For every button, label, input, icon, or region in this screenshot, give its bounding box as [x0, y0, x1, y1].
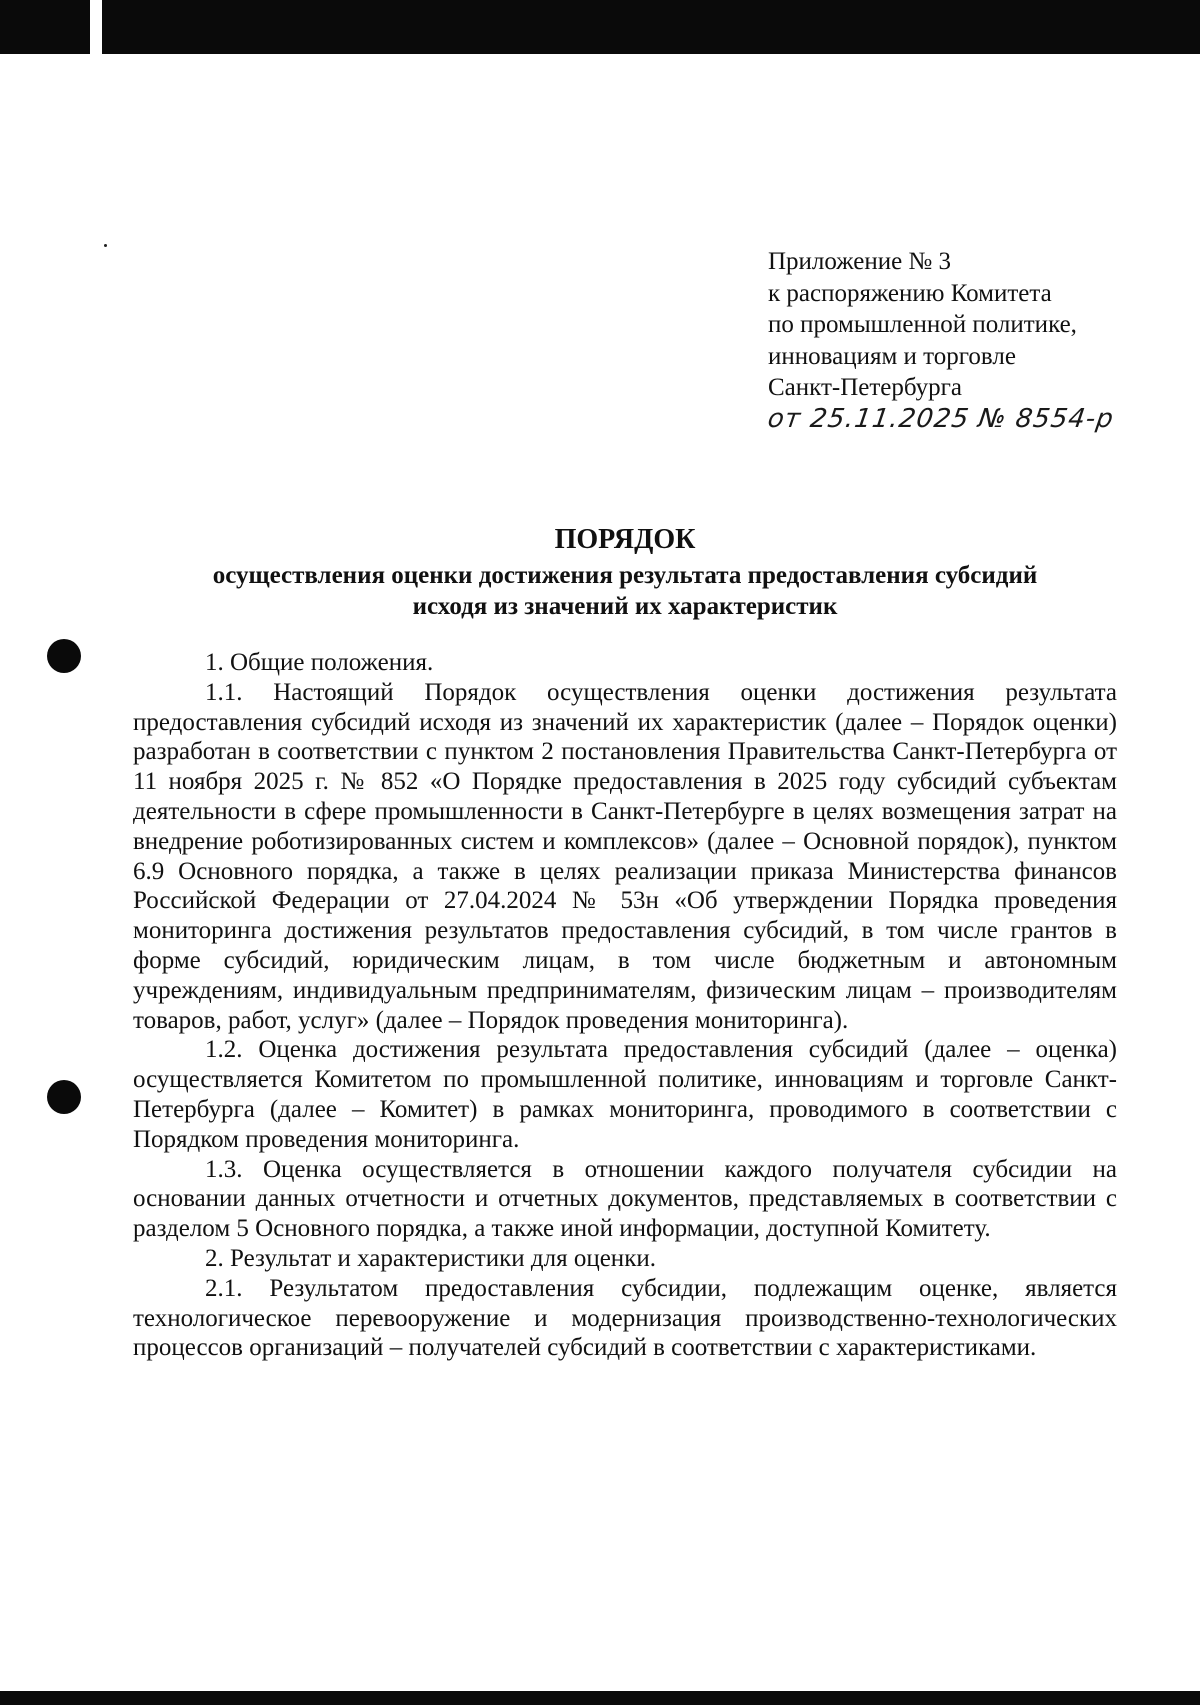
scan-top-border: [0, 0, 1200, 54]
scan-speck: [104, 244, 107, 247]
handwritten-date-number: от 25.11.2025 № 8554-р: [765, 403, 1116, 434]
appendix-block: [765, 246, 1168, 434]
paragraph-1-1: 1.1. Настоящий Порядок осуществления оценки достижения результата предоставления субсидий исходя из значений их характеристик (далее – Порядок оценки) разработан в соответствии с пунктом 2 постановления Правительства Санкт-Петербурга от 11 ноября 2025 г. № 852 «О Порядке предоставления в 2025 году субсидий субъектам деятельности в сфере промышленности в Санкт-Петербурге в целях возмещения затрат на внедрение роботизированных систем и комплексов» (далее – Основной порядок), пунктом 6.9 Основного порядка, а также в целях реализации приказа Министерства финансов Российской Федерации от 27.04.2024 № 53н «Об утверждении Порядка проведения мониторинга достижения результатов предоставления субсидий, в том числе грантов в форме субсидий, юридическим лицам, в том числе бюджетным и автономным учреждениям, индивидуальным предпринимателям, физическим лицам – производителям товаров, работ, услуг» (далее – Порядок проведения мониторинга).: [133, 678, 1117, 1034]
scan-bottom-border: [0, 1691, 1200, 1705]
subtitle-line: исходя из значений их характеристик: [412, 593, 838, 620]
document-subtitle: [130, 560, 1120, 622]
punch-hole-bottom: [47, 1080, 81, 1114]
subtitle-line: осуществления оценки достижения результата предоставления субсидий: [212, 562, 1038, 589]
appendix-line: Санкт-Петербурга: [768, 374, 963, 401]
document-body: [133, 648, 1117, 1363]
paragraph-1-3: 1.3. Оценка осуществляется в отношении каждого получателя субсидии на основании данных отчетности и отчетных документов, представляемых в соответствии с разделом 5 Основного порядка, а также иной информации, доступной Комитету.: [133, 1155, 1117, 1243]
paragraph-2-1: 2.1. Результатом предоставления субсидии, подлежащим оценке, является технологическое перевооружение и модернизация производственно-технологических процессов организаций – получателей субсидий в соответствии с характеристиками.: [133, 1274, 1117, 1362]
scan-border-notch: [90, 0, 102, 54]
appendix-line: по промышленной политике,: [768, 311, 1077, 338]
appendix-line: Приложение № 3: [768, 248, 952, 275]
punch-hole-top: [47, 639, 81, 673]
paragraph-1-2: 1.2. Оценка достижения результата предоставления субсидий (далее – оценка) осуществляется Комитетом по промышленной политике, инновациям и торговле Санкт-Петербурга (далее – Комитет) в рамках мониторинга, проводимого в соответствии с Порядком проведения мониторинга.: [133, 1036, 1117, 1153]
section-heading-1: 1. Общие положения.: [205, 649, 434, 676]
document-title: ПОРЯДОК: [554, 524, 696, 555]
appendix-line: инновациям и торговле: [768, 342, 1016, 370]
appendix-line: к распоряжению Комитета: [768, 279, 1052, 307]
section-heading-2: 2. Результат и характеристики для оценки.: [205, 1244, 656, 1272]
